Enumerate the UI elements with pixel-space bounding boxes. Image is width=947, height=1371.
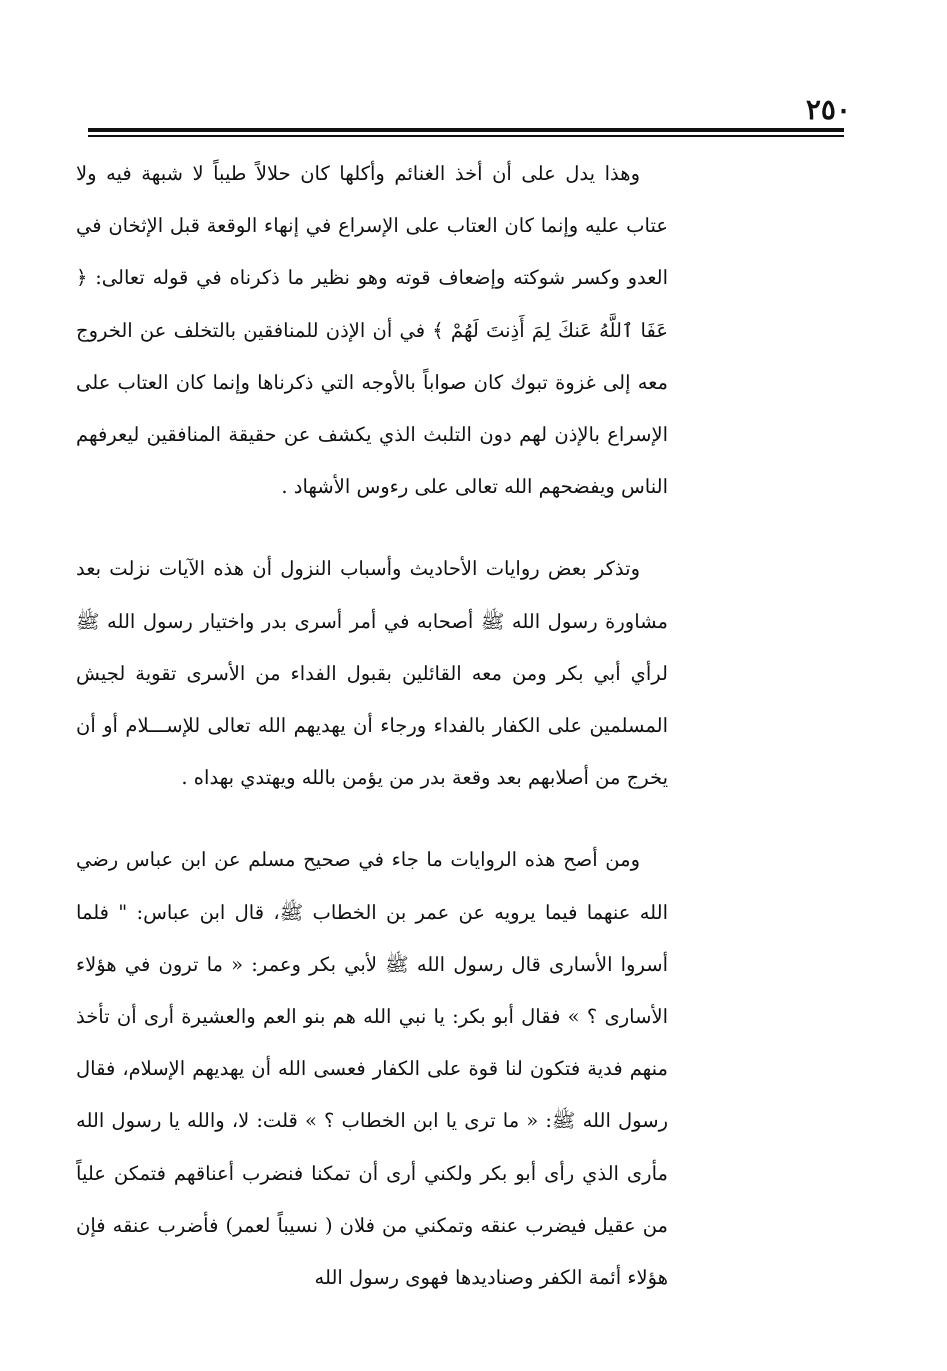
page-number: ٢٥٠ <box>805 93 851 126</box>
body-text <box>76 148 668 1304</box>
header-rule-thin <box>88 135 844 137</box>
header-rule-thick <box>88 128 844 132</box>
paragraph-3: ومن أصح هذه الروايات ما جاء في صحيح مسلم عن ابن عباس رضي الله عنهما فيما يرويه عن عمر بن الخطاب ﷺ، قال ابن عباس: " فلما أسروا الأسارى قال رسول الله ﷺ لأبي بكر وعمر: « ما ترون في هؤلاء الأسارى ؟ » فقال أبو بكر: يا نبي الله هم بنو العم والعشيرة أرى أن تأخذ منهم فدية فتكون لنا قوة على الكفار فعسى الله أن يهديهم الإسلام، فقال رسول الله ﷺ: « ما ترى يا ابن الخطاب ؟ » قلت: لا، والله يا رسول الله مأرى الذي رأى أبو بكر ولكني أرى أن تمكنا فنضرب أعناقهم فتمكن علياً من عقيل فيضرب عنقه وتمكني من فلان ( نسيباً لعمر) فأضرب عنقه فإن هؤلاء أئمة الكفر وصناديدها فهوى رسول الله <box>76 848 668 1290</box>
paragraph-1: وهذا يدل على أن أخذ الغنائم وأكلها كان حلالاً طيباً لا شبهة فيه ولا عتاب عليه وإنما كان العتاب على الإسراع في إنهاء الوقعة قبل الإثخان في العدو وكسر شوكته وإضعاف قوته وهو نظير ما ذكرناه في قوله تعالى: ﴿ عَفَا ٱللَّهُ عَنكَ لِمَ أَذِنتَ لَهُمْ ﴾ في أن الإذن للمنافقين بالتخلف عن الخروج معه إلى غزوة تبوك كان صواباً بالأوجه التي ذكرناها وإنما كان العتاب على الإسراع بالإذن لهم دون التلبث الذي يكشف عن حقيقة المنافقين ليعرفهم الناس ويفضحهم الله تعالى على رءوس الأشهاد . <box>76 162 668 499</box>
paragraph-2: وتذكر بعض روايات الأحاديث وأسباب النزول أن هذه الآيات نزلت بعد مشاورة رسول الله ﷺ أصحابه في أمر أسرى بدر واختيار رسول الله ﷺ لرأي أبي بكر ومن معه القائلين بقبول الفداء من الأسرى تقوية لجيش المسلمين على الكفار بالفداء ورجاء أن يهديهم الله تعالى للإســـلام أو أن يخرج من أصلابهم بعد وقعة بدر من يؤمن بالله ويهتدي بهداه . <box>76 557 668 790</box>
